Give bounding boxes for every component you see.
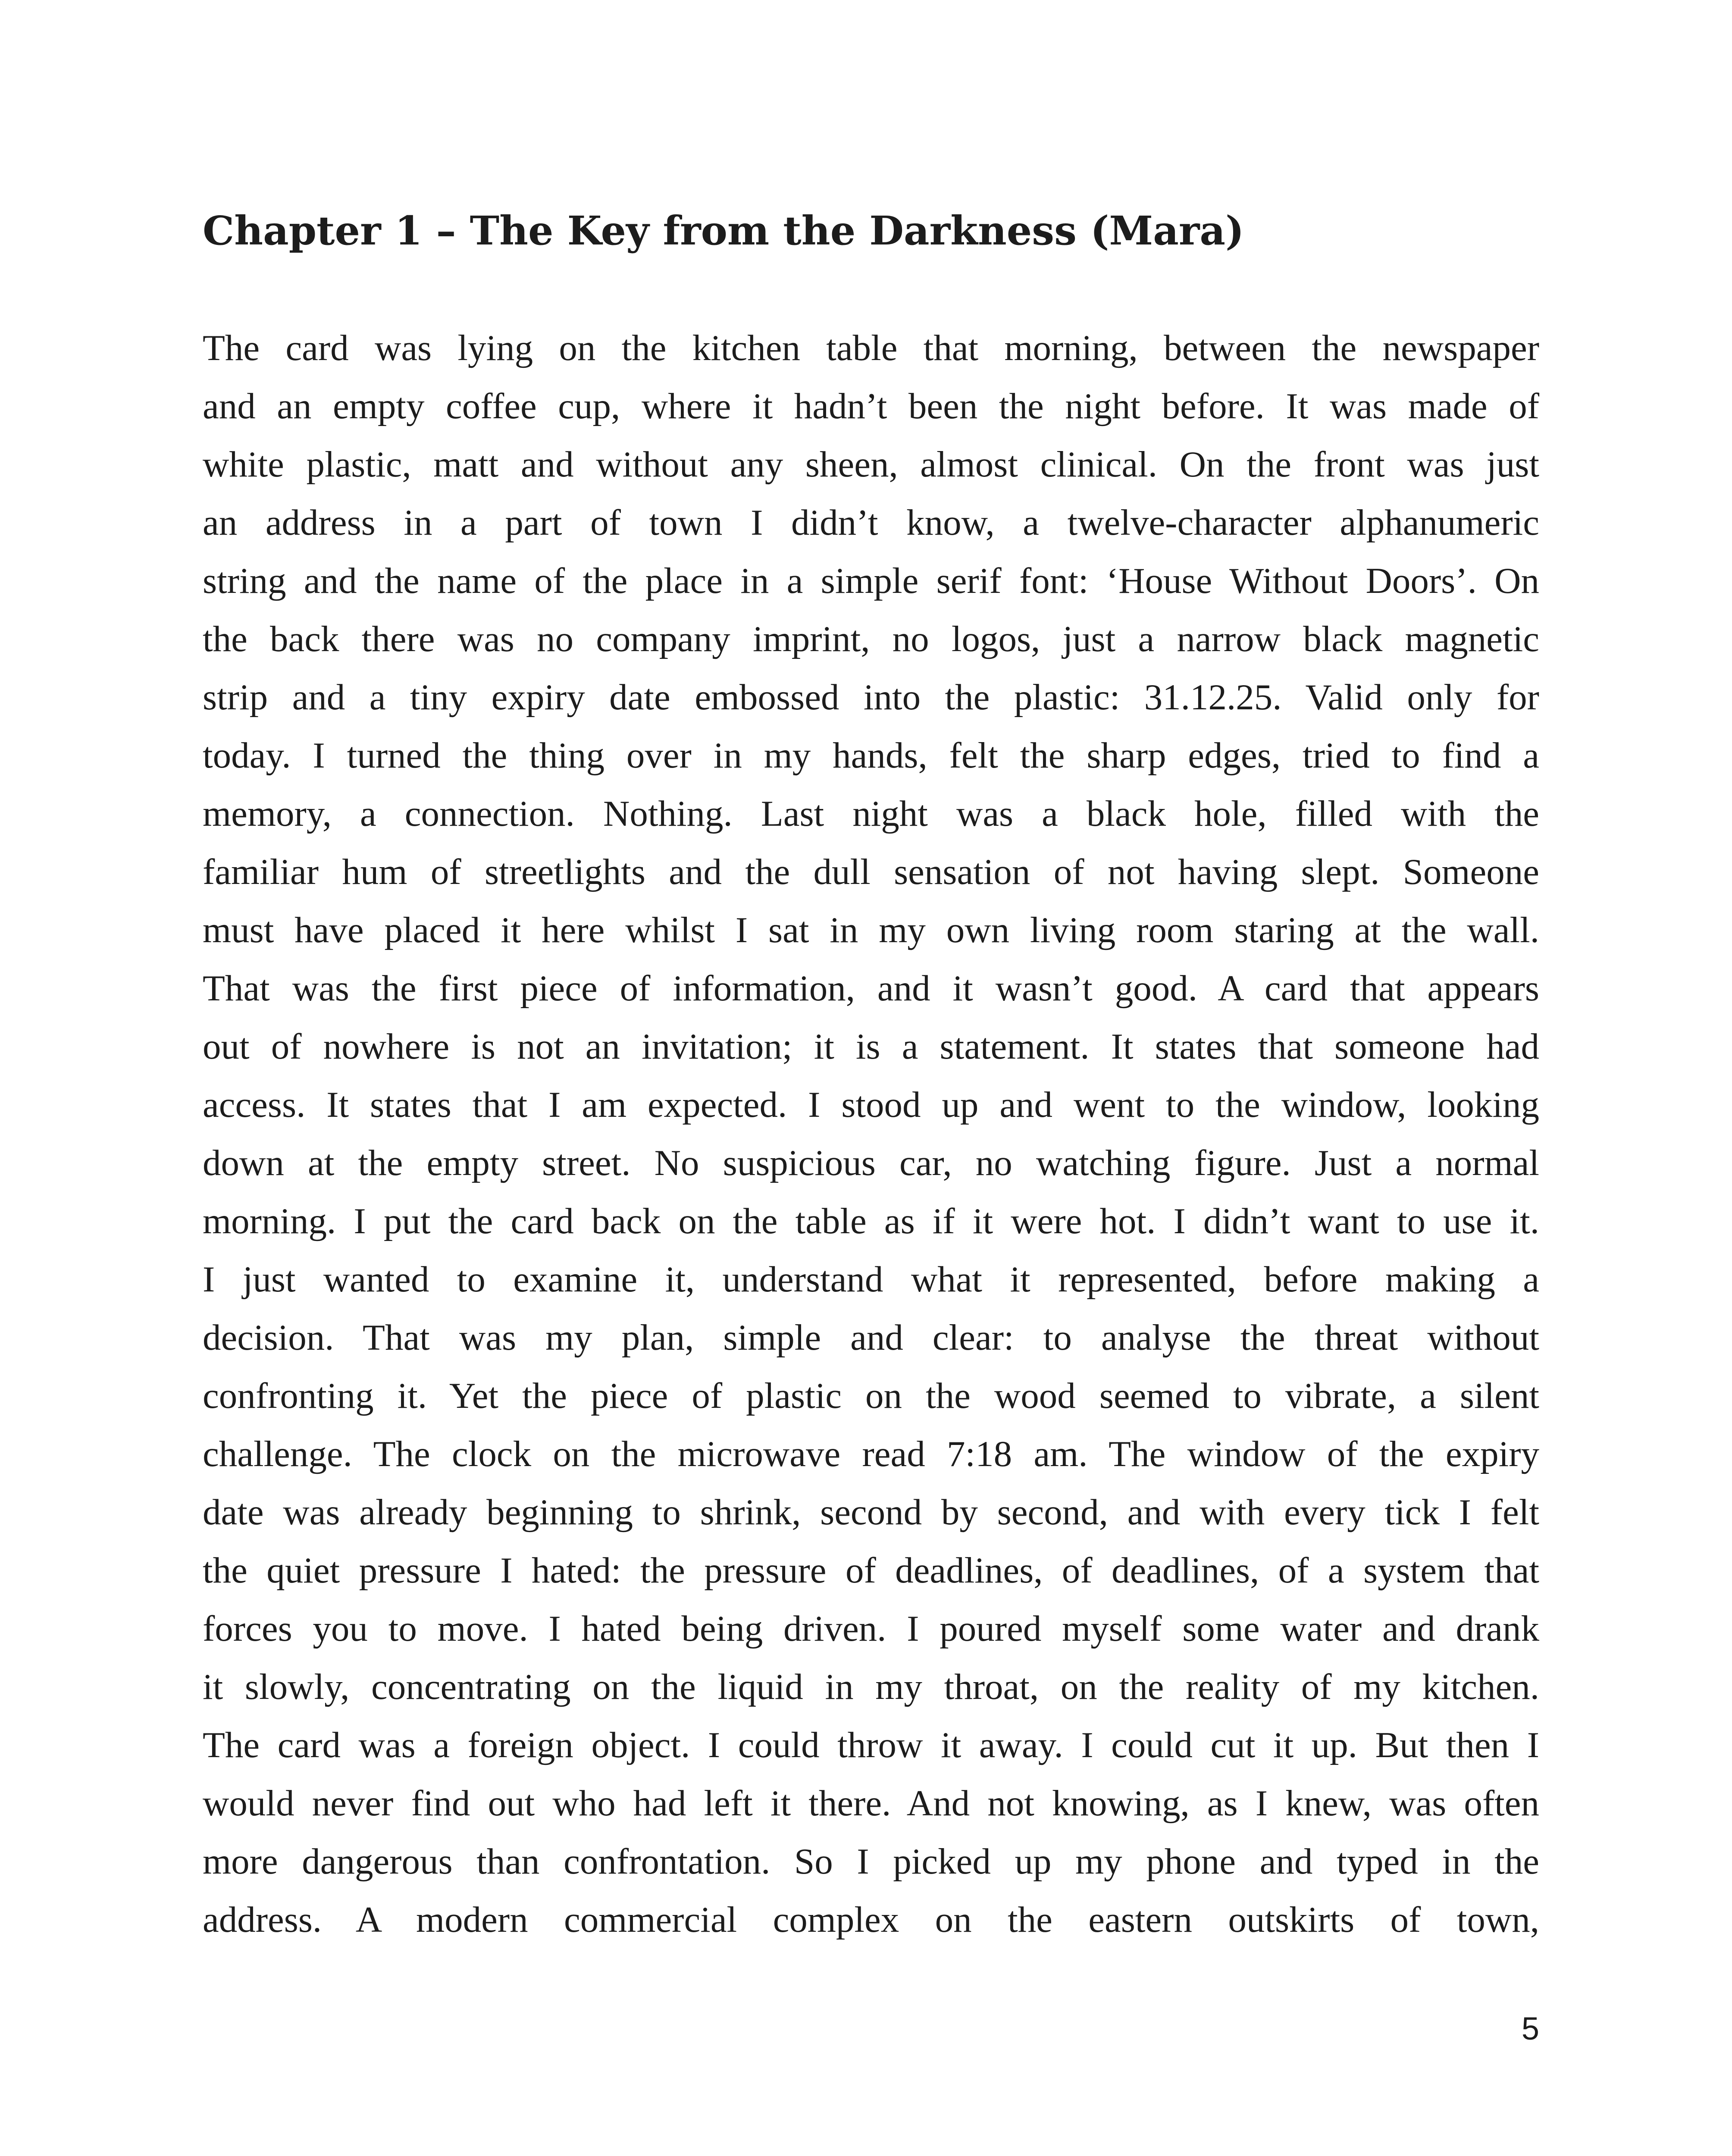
body-line: an address in a part of town I didn’t know, a twelve-character alphanumeric: [203, 502, 1539, 543]
body-line: out of nowhere is not an invitation; it is a statement. It states that someone had: [203, 1026, 1539, 1067]
page-number: 5: [1521, 2011, 1539, 2046]
body-line: familiar hum of streetlights and the dull sensation of not having slept. Someone: [203, 852, 1539, 892]
body-text: [203, 319, 1539, 1949]
body-line: challenge. The clock on the microwave read 7:18 am. The window of the expiry: [203, 1434, 1539, 1474]
body-line: more dangerous than confrontation. So I picked up my phone and typed in the: [203, 1841, 1539, 1882]
body-line: the back there was no company imprint, no logos, just a narrow black magnetic: [203, 619, 1539, 659]
body-line: morning. I put the card back on the table as if it were hot. I didn’t want to use it.: [203, 1201, 1539, 1241]
body-line: would never find out who had left it there. And not knowing, as I knew, was often: [203, 1783, 1539, 1824]
body-line: The card was a foreign object. I could throw it away. I could cut it up. But then I: [203, 1725, 1539, 1765]
body-line: and an empty coffee cup, where it hadn’t been the night before. It was made of: [203, 386, 1539, 426]
body-line: string and the name of the place in a simple serif font: ‘House Without Doors’. On: [203, 561, 1539, 601]
body-line: down at the empty street. No suspicious car, no watching figure. Just a normal: [203, 1143, 1539, 1183]
body-line: address. A modern commercial complex on the eastern outskirts of town,: [203, 1899, 1539, 1940]
body-line: forces you to move. I hated being driven. I poured myself some water and drank: [203, 1608, 1539, 1649]
body-line: That was the first piece of information, and it wasn’t good. A card that appears: [203, 968, 1539, 1009]
body-line: white plastic, matt and without any sheen, almost clinical. On the front was just: [203, 444, 1539, 485]
body-line: today. I turned the thing over in my hands, felt the sharp edges, tried to find a: [203, 735, 1539, 776]
body-line: I just wanted to examine it, understand what it represented, before making a: [203, 1259, 1539, 1300]
body-line: it slowly, concentrating on the liquid in my throat, on the reality of my kitchen.: [203, 1667, 1539, 1707]
body-line: strip and a tiny expiry date embossed into the plastic: 31.12.25. Valid only for: [203, 677, 1539, 718]
body-line: the quiet pressure I hated: the pressure of deadlines, of deadlines, of a system that: [203, 1550, 1539, 1591]
body-line: confronting it. Yet the piece of plastic on the wood seemed to vibrate, a silent: [203, 1376, 1539, 1416]
body-line: decision. That was my plan, simple and clear: to analyse the threat without: [203, 1317, 1539, 1358]
body-line: date was already beginning to shrink, second by second, and with every tick I felt: [203, 1492, 1539, 1532]
body-line: memory, a connection. Nothing. Last night was a black hole, filled with the: [203, 793, 1539, 834]
body-line: must have placed it here whilst I sat in my own living room staring at the wall.: [203, 910, 1539, 950]
body-line: The card was lying on the kitchen table that morning, between the newspaper: [203, 328, 1539, 368]
chapter-title: Chapter 1 – The Key from the Darkness (Mara): [203, 207, 1244, 254]
body-line: access. It states that I am expected. I stood up and went to the window, looking: [203, 1084, 1539, 1125]
